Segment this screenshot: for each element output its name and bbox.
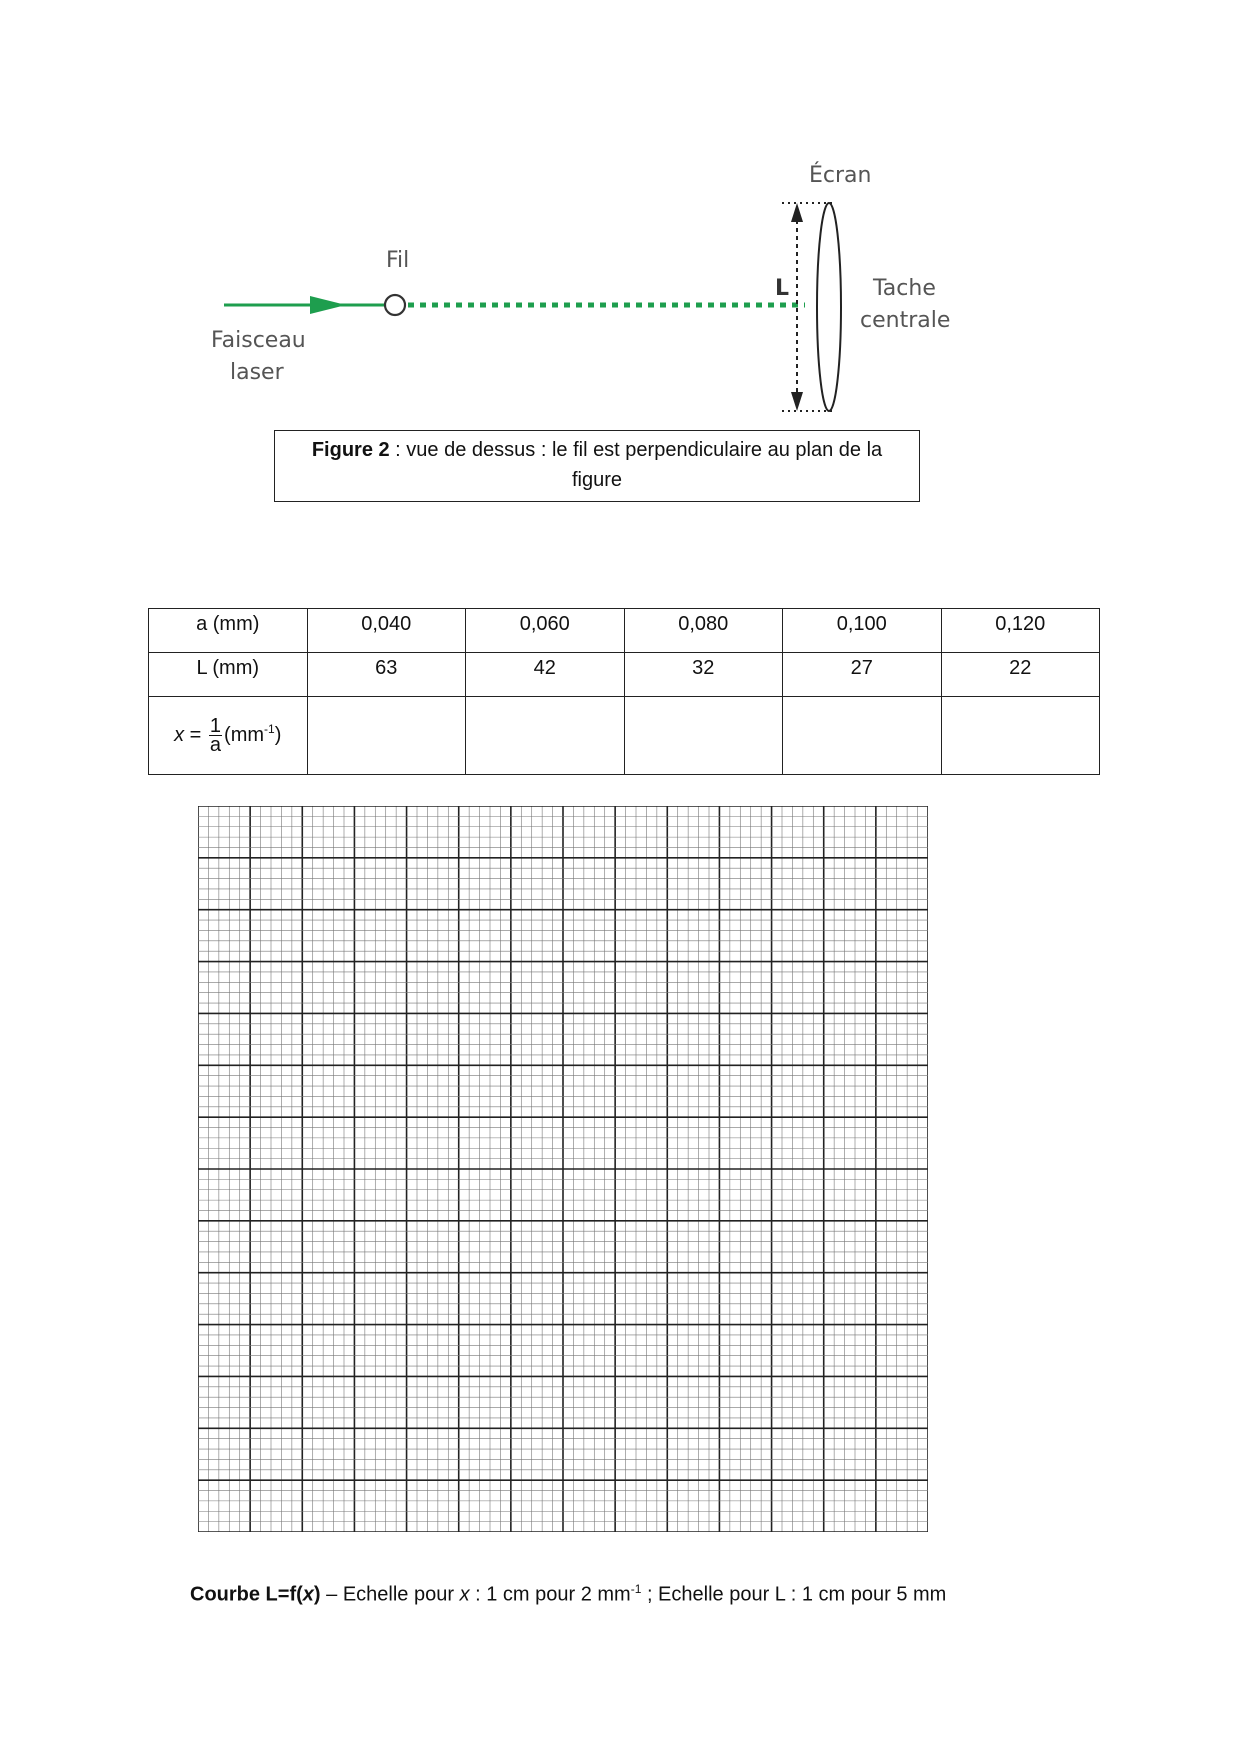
table-row-L	[149, 653, 1100, 697]
cell-a-2: 0,060	[466, 609, 625, 653]
screen-ellipse	[817, 203, 841, 411]
row-header-x	[149, 697, 308, 775]
label-L: L	[775, 276, 790, 301]
cell-a-3: 0,080	[624, 609, 783, 653]
graph-caption	[190, 1582, 946, 1607]
cell-a-4: 0,100	[783, 609, 942, 653]
fraction	[209, 717, 222, 754]
cell-L-5: 22	[941, 653, 1100, 697]
table-row-a	[149, 609, 1100, 653]
caption-bold-close: )	[313, 1583, 321, 1606]
wire-icon	[385, 295, 405, 315]
table-row-x	[149, 697, 1100, 775]
cell-x-5[interactable]	[941, 697, 1100, 775]
unit-exp: -1	[264, 722, 275, 737]
setup-diagram	[0, 0, 1240, 430]
equals-sign: =	[184, 723, 207, 746]
cell-L-3: 32	[624, 653, 783, 697]
var-x: x	[174, 723, 185, 746]
figure-caption-text: : vue de dessus : le fil est perpendiculaire au plan de la figure	[389, 439, 883, 491]
label-tache-1: Tache	[873, 276, 936, 301]
label-laser-1: Faisceau	[211, 328, 306, 353]
fraction-num: 1	[209, 715, 222, 737]
cell-a-5: 0,120	[941, 609, 1100, 653]
graph-paper[interactable]	[198, 806, 928, 1532]
label-fil: Fil	[386, 248, 410, 273]
fraction-den: a	[209, 734, 222, 756]
cell-L-2: 42	[466, 653, 625, 697]
caption-text-1: – Echelle pour	[320, 1583, 460, 1606]
label-ecran: Écran	[809, 163, 872, 188]
figure-caption	[274, 430, 920, 502]
unit-close: )	[274, 723, 282, 746]
cell-L-4: 27	[783, 653, 942, 697]
caption-bold-part: Courbe L=f(	[190, 1583, 303, 1606]
label-tache-2: centrale	[860, 308, 951, 333]
graph-caption-title	[190, 1584, 321, 1606]
cell-L-1: 63	[307, 653, 466, 697]
cell-x-2[interactable]	[466, 697, 625, 775]
caption-var: x	[459, 1583, 470, 1606]
caption-text-3: ; Echelle pour L : 1 cm pour 5 mm	[641, 1583, 947, 1606]
data-table	[148, 608, 1100, 775]
cell-x-4[interactable]	[783, 697, 942, 775]
caption-text-2: : 1 cm pour 2 mm	[469, 1583, 631, 1606]
cell-x-1[interactable]	[307, 697, 466, 775]
arrow-up-icon	[791, 203, 803, 222]
row-header-L: L (mm)	[149, 653, 308, 697]
cell-x-3[interactable]	[624, 697, 783, 775]
row-header-a: a (mm)	[149, 609, 308, 653]
unit: (mm	[224, 723, 265, 746]
arrow-down-icon	[791, 392, 803, 411]
caption-bold-var: x	[302, 1583, 314, 1606]
caption-exp: -1	[630, 1582, 642, 1596]
label-laser-2: laser	[230, 360, 284, 385]
cell-a-1: 0,040	[307, 609, 466, 653]
figure-caption-title: Figure 2	[311, 439, 390, 461]
